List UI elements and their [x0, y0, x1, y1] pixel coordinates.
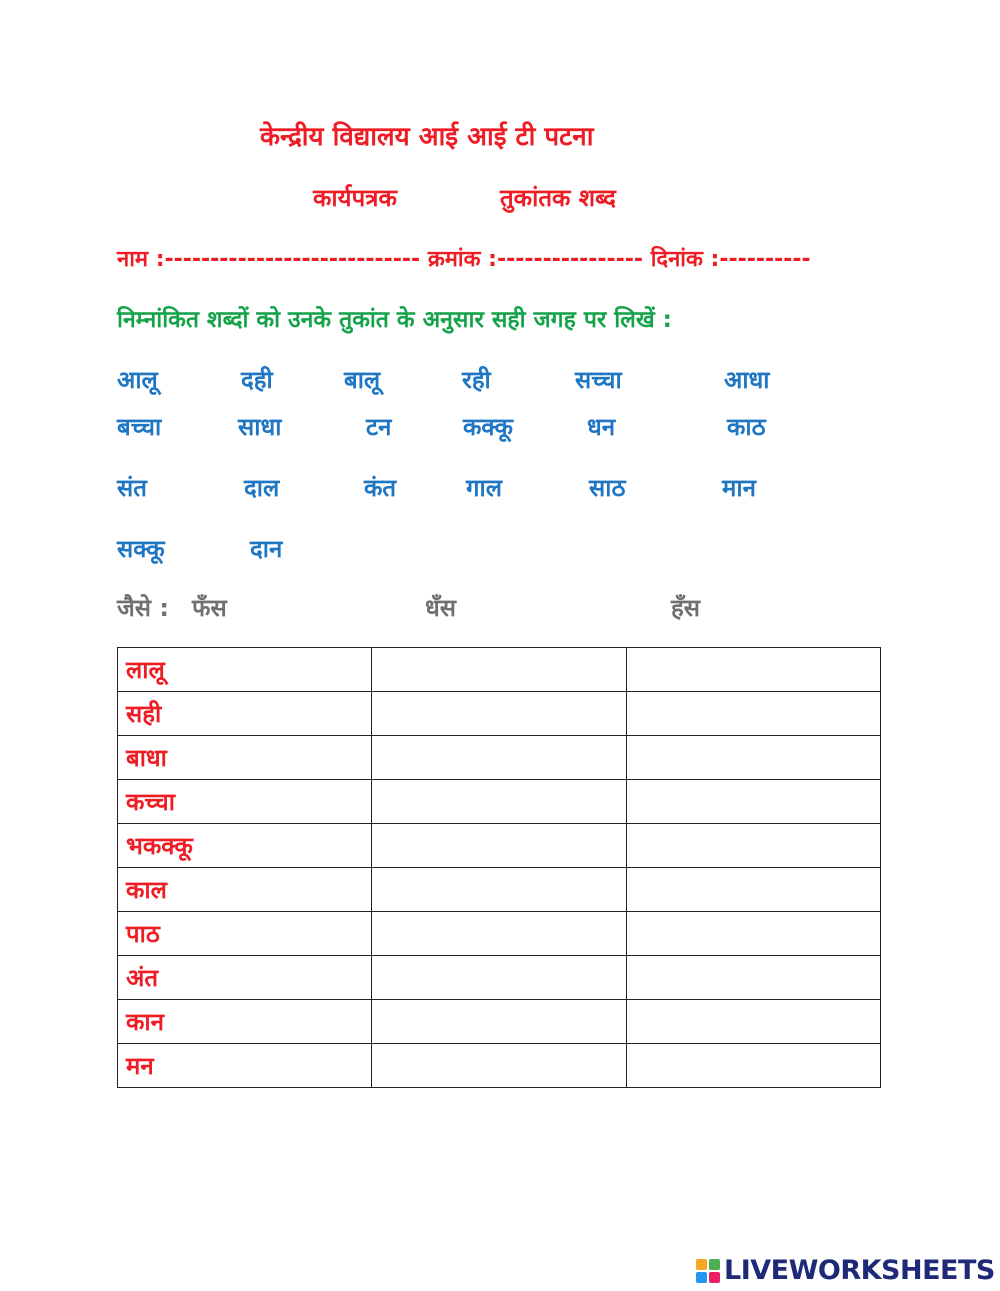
- answer-table: [117, 647, 881, 1088]
- student-info-line: नाम :---------------------------- क्रमांक :---------------- दिनांक :----------: [117, 247, 811, 272]
- logo-square: [709, 1272, 720, 1283]
- word-bank-item: सक्कू: [117, 535, 165, 563]
- logo-mark-icon: [696, 1259, 720, 1283]
- word-bank-item: गाल: [466, 474, 502, 502]
- answer-cell[interactable]: [627, 780, 881, 824]
- worksheet-topic: तुकांतक शब्द: [500, 184, 616, 212]
- answer-cell[interactable]: [372, 1044, 627, 1088]
- row-word: मन: [118, 1044, 372, 1088]
- table-row: [118, 692, 881, 736]
- example-word: धँस: [425, 594, 456, 622]
- example-word: हँस: [671, 594, 700, 622]
- word-bank-item: रही: [462, 366, 491, 394]
- row-word: कच्चा: [118, 780, 372, 824]
- row-word: कान: [118, 1000, 372, 1044]
- answer-cell[interactable]: [627, 1000, 881, 1044]
- word-bank-item: बच्चा: [117, 413, 162, 441]
- answer-cell[interactable]: [372, 956, 627, 1000]
- word-bank-item: साधा: [238, 413, 282, 441]
- table-row: [118, 1044, 881, 1088]
- row-word: अंत: [118, 956, 372, 1000]
- table-row: [118, 648, 881, 692]
- logo-square: [696, 1272, 707, 1283]
- example-label: जैसे :: [117, 594, 169, 622]
- row-word: काल: [118, 868, 372, 912]
- word-bank-item: दान: [250, 535, 283, 563]
- word-bank-item: कक्कू: [463, 413, 513, 441]
- answer-cell[interactable]: [372, 824, 627, 868]
- word-bank-item: सच्चा: [575, 366, 622, 394]
- example-word: फँस: [192, 594, 227, 622]
- answer-cell[interactable]: [627, 912, 881, 956]
- word-bank-item: आलू: [117, 366, 158, 394]
- liveworksheets-logo: [696, 1255, 995, 1286]
- answer-cell[interactable]: [372, 780, 627, 824]
- row-word: बाधा: [118, 736, 372, 780]
- word-bank-item: साठ: [589, 474, 626, 502]
- answer-cell[interactable]: [627, 1044, 881, 1088]
- table-row: [118, 868, 881, 912]
- table-row: [118, 824, 881, 868]
- table-row: [118, 912, 881, 956]
- instruction-text: निम्नांकित शब्दों को उनके तुकांत के अनुसार सही जगह पर लिखें :: [117, 307, 672, 333]
- table-row: [118, 1000, 881, 1044]
- answer-cell[interactable]: [627, 956, 881, 1000]
- word-bank-item: दही: [241, 366, 273, 394]
- word-bank-item: काठ: [727, 413, 766, 441]
- row-word: भकक्कू: [118, 824, 372, 868]
- answer-cell[interactable]: [372, 736, 627, 780]
- row-word: सही: [118, 692, 372, 736]
- answer-cell[interactable]: [627, 736, 881, 780]
- school-title: केन्द्रीय विद्यालय आई आई टी पटना: [260, 122, 594, 152]
- word-bank-item: धन: [587, 413, 616, 441]
- answer-cell[interactable]: [372, 868, 627, 912]
- logo-square: [696, 1259, 707, 1270]
- answer-cell[interactable]: [372, 912, 627, 956]
- answer-cell[interactable]: [627, 692, 881, 736]
- answer-cell[interactable]: [627, 648, 881, 692]
- word-bank-item: कंत: [364, 474, 397, 502]
- word-bank-item: दाल: [244, 474, 280, 502]
- answer-cell[interactable]: [627, 868, 881, 912]
- logo-text: LIVEWORKSHEETS: [724, 1255, 995, 1286]
- answer-cell[interactable]: [372, 648, 627, 692]
- word-bank-item: संत: [117, 474, 147, 502]
- row-word: लालू: [118, 648, 372, 692]
- word-bank-item: टन: [366, 413, 392, 441]
- answer-cell[interactable]: [372, 692, 627, 736]
- table-row: [118, 956, 881, 1000]
- row-word: पाठ: [118, 912, 372, 956]
- word-bank-item: बालू: [344, 366, 381, 394]
- logo-square: [709, 1259, 720, 1270]
- word-bank-item: मान: [722, 474, 756, 502]
- worksheet-label: कार्यपत्रक: [313, 184, 397, 212]
- word-bank-item: आधा: [724, 366, 770, 394]
- answer-cell[interactable]: [372, 1000, 627, 1044]
- answer-cell[interactable]: [627, 824, 881, 868]
- table-row: [118, 736, 881, 780]
- table-row: [118, 780, 881, 824]
